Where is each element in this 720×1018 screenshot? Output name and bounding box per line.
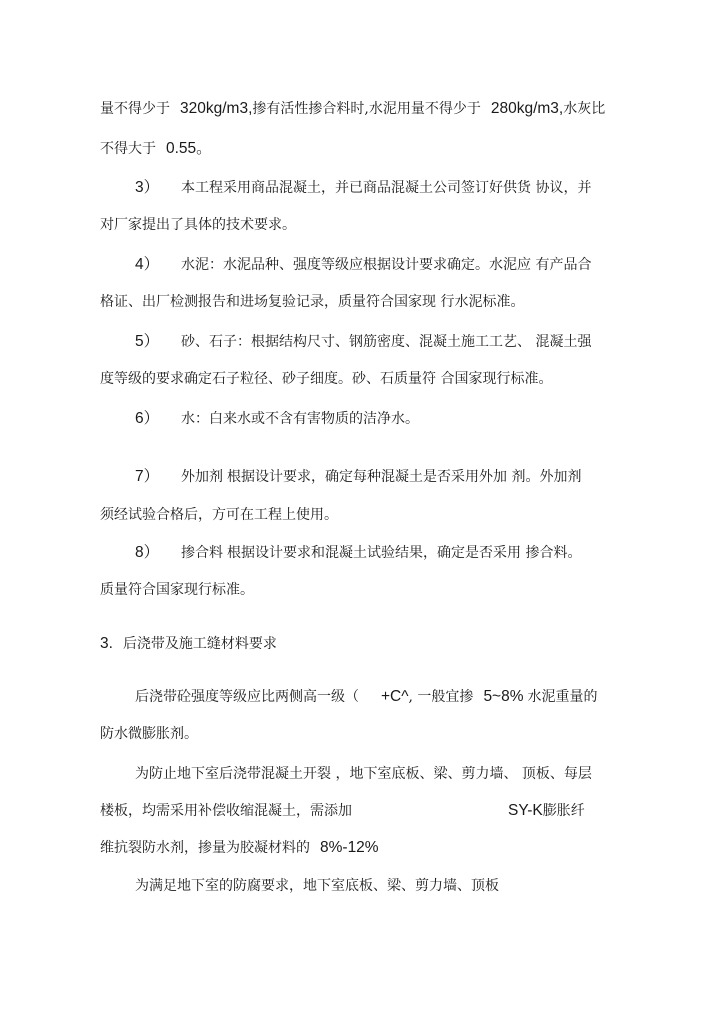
paragraph-2-line-3: 维抗裂防水剂，掺量为胶凝材料的 8%-12% (100, 839, 379, 856)
list-item-3-cont: 对厂家提出了具体的技术要求。 (100, 217, 296, 233)
paragraph-1-cont: 防水微膨胀剂。 (100, 726, 198, 742)
list-item-4: 4） 水泥：水泥品种、强度等级应根据设计要求确定。水泥应 有产品合 (135, 256, 592, 273)
section-heading: 3. 后浇带及施工缝材料要求 (100, 635, 277, 652)
list-item-8: 8） 掺合料 根据设计要求和混凝土试验结果，确定是否采用 掺合料。 (135, 544, 582, 561)
paragraph-2-line-2: 楼板，均需采用补偿收缩混凝土，需添加 SY-K膨胀纤 (100, 802, 585, 819)
list-item-4-cont: 格证、出厂检测报告和进场复验记录，质量符合国家现 行水泥标准。 (100, 294, 525, 310)
list-item-7: 7） 外加剂 根据设计要求，确定每种混凝土是否采用外加 剂。外加剂 (135, 468, 582, 485)
list-item-5: 5） 砂、石子：根据结构尺寸、钢筋密度、混凝土施工工艺、 混凝土强 (135, 333, 592, 350)
list-item-5-cont: 度等级的要求确定石子粒径、砂子细度。砂、石质量符 合国家现行标准。 (100, 371, 553, 387)
paragraph-2: 为防止地下室后浇带混凝土开裂 ，地下室底板、梁、剪力墙、 顶板、每层 (135, 766, 592, 782)
list-item-3: 3） 本工程采用商品混凝土，并已商品混凝土公司签订好供货 协议，并 (135, 179, 592, 196)
list-item-8-cont: 质量符合国家现行标准。 (100, 582, 254, 598)
paragraph-3: 为满足地下室的防腐要求，地下室底板、梁、剪力墙、顶板 (135, 878, 499, 894)
text-line-1: 量不得少于 320kg/m3,掺有活性掺合料时,水泥用量不得少于 280kg/m3,水灰比 (100, 100, 606, 117)
text-line-2: 不得大于 0.55。 (100, 140, 212, 157)
list-item-7-cont: 须经试验合格后，方可在工程上使用。 (100, 507, 338, 523)
list-item-6: 6） 水：白来水或不含有害物质的洁净水。 (135, 410, 419, 427)
paragraph-1: 后浇带砼强度等级应比两侧高一级（ +C^, 一般宜掺 5~8% 水泥重量的 (135, 688, 598, 705)
